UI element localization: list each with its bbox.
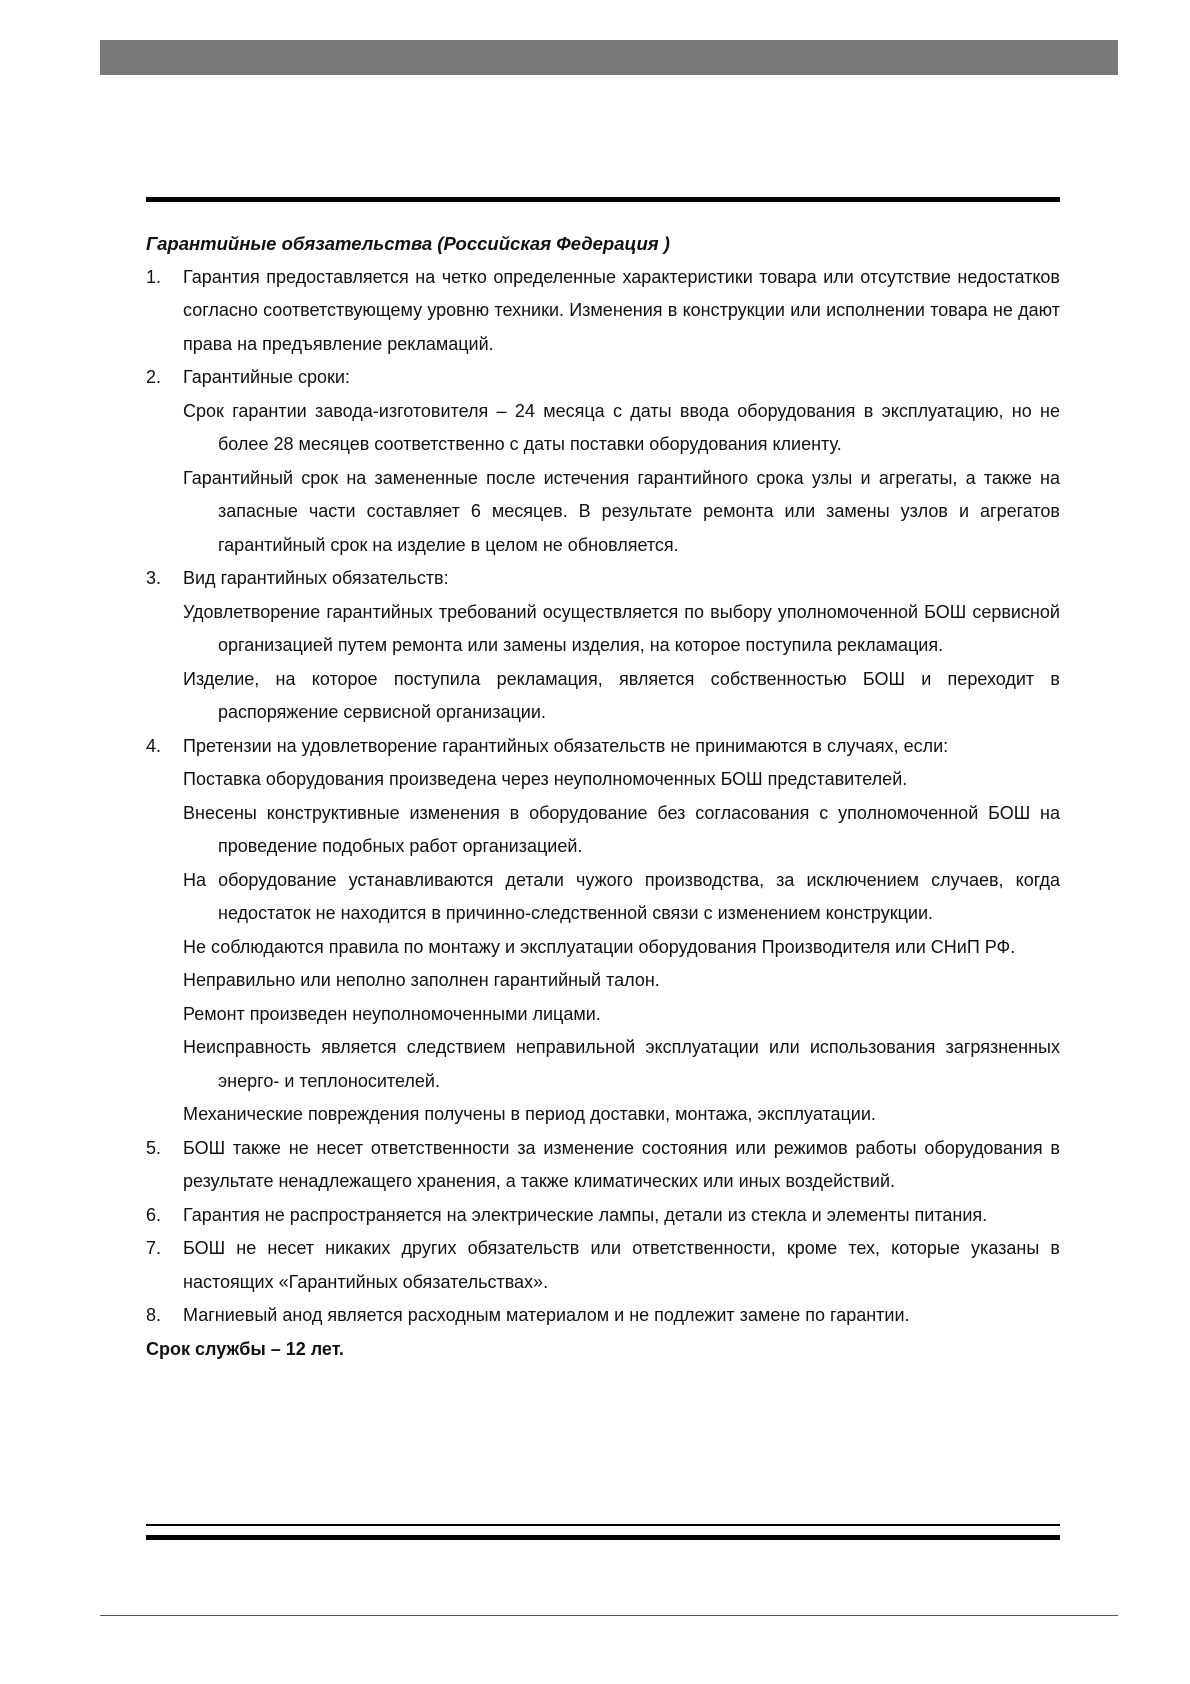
sub-item: Поставка оборудования произведена через неуполномоченных БОШ представителей. xyxy=(183,769,908,789)
list-item-text: Магниевый анод является расходным материалом и не подлежит замене по гарантии. xyxy=(183,1305,910,1325)
list-item-text: Гарантия предоставляется на четко определенные характеристики товара или отсутствие недостатков согласно соответствующему уровню техники. Изменения в конструкции или исполнении товара не дают права на предъявление рекламаций. xyxy=(183,266,1060,354)
sub-item: Внесены конструктивные изменения в оборудование без согласования с уполномоченной БОШ на проведение подобных работ организацией. xyxy=(183,802,1060,856)
list-item-1 xyxy=(146,261,1060,362)
list-item-text: Гарантия не распространяется на электрические лампы, детали из стекла и элементы питания. xyxy=(183,1204,988,1225)
list-number: 7. xyxy=(146,1238,162,1258)
sub-item: Не соблюдаются правила по монтажу и эксплуатации оборудования Производителя или СНиП РФ. xyxy=(183,936,1016,957)
sub-item: Срок гарантии завода-изготовителя – 24 месяца с даты ввода оборудования в эксплуатацию, но не более 28 месяцев соответственно с даты поставки оборудования клиенту. xyxy=(183,400,1060,454)
list-item-text: БОШ также не несет ответственности за изменение состояния или режимов работы оборудования в результате ненадлежащего хранения, а также климатических или иных воздействий. xyxy=(183,1137,1060,1191)
list-item-text: Претензии на удовлетворение гарантийных обязательств не принимаются в случаях, если: xyxy=(183,735,949,756)
bottom-divider-thin xyxy=(146,1524,1060,1526)
service-life-note: Срок службы – 12 лет. xyxy=(146,1338,344,1359)
list-item-3 xyxy=(146,562,1060,596)
list-item-text: БОШ не несет никаких других обязательств или ответственности, кроме тех, которые указаны в настоящих «Гарантийных обязательствах». xyxy=(183,1238,1060,1292)
list-number: 1. xyxy=(146,266,162,287)
page-footer-line xyxy=(100,1615,1118,1616)
list-item-text: Гарантийные сроки: xyxy=(183,367,350,387)
list-number: 3. xyxy=(146,568,162,588)
top-divider xyxy=(146,197,1060,202)
sub-item: Механические повреждения получены в период доставки, монтажа, эксплуатации. xyxy=(183,1104,876,1124)
sub-item: Ремонт произведен неуполномоченными лицами. xyxy=(183,1003,601,1024)
list-item-4 xyxy=(146,730,1060,764)
warranty-section xyxy=(146,227,1060,1366)
list-item-text: Вид гарантийных обязательств: xyxy=(183,568,449,588)
sub-item: На оборудование устанавливаются детали чужого производства, за исключением случаев, когда недостаток не находится в причинно-следственной связи с изменением конструкции. xyxy=(183,869,1060,923)
list-item-2 xyxy=(146,361,1060,395)
list-number: 5. xyxy=(146,1137,162,1158)
sub-item: Изделие, на которое поступила рекламация, является собственностью БОШ и переходит в распоряжение сервисной организации. xyxy=(183,668,1060,722)
list-number: 8. xyxy=(146,1305,162,1325)
list-item-8 xyxy=(146,1299,1060,1333)
bottom-divider-thick xyxy=(146,1535,1060,1540)
list-number: 6. xyxy=(146,1204,162,1225)
list-item-7 xyxy=(146,1232,1060,1299)
sub-item: Неправильно или неполно заполнен гарантийный талон. xyxy=(183,970,660,990)
list-item-6 xyxy=(146,1199,1060,1233)
sub-item: Удовлетворение гарантийных требований осуществляется по выбору уполномоченной БОШ сервисной организацией путем ремонта или замены изделия, на которое поступила рекламация. xyxy=(183,601,1060,655)
list-number: 4. xyxy=(146,735,162,756)
section-heading: Гарантийные обязательства (Российская Федерация ) xyxy=(146,233,670,254)
list-number: 2. xyxy=(146,367,162,387)
sub-item: Неисправность является следствием неправильной эксплуатации или использования загрязненных энерго- и теплоносителей. xyxy=(183,1037,1060,1091)
sub-item: Гарантийный срок на замененные после истечения гарантийного срока узлы и агрегаты, а также на запасные части составляет 6 месяцев. В результате ремонта или замены узлов и агрегатов гарантийный срок на изделие в целом не обновляется. xyxy=(183,467,1060,555)
header-bar xyxy=(100,40,1118,75)
list-item-5 xyxy=(146,1132,1060,1199)
